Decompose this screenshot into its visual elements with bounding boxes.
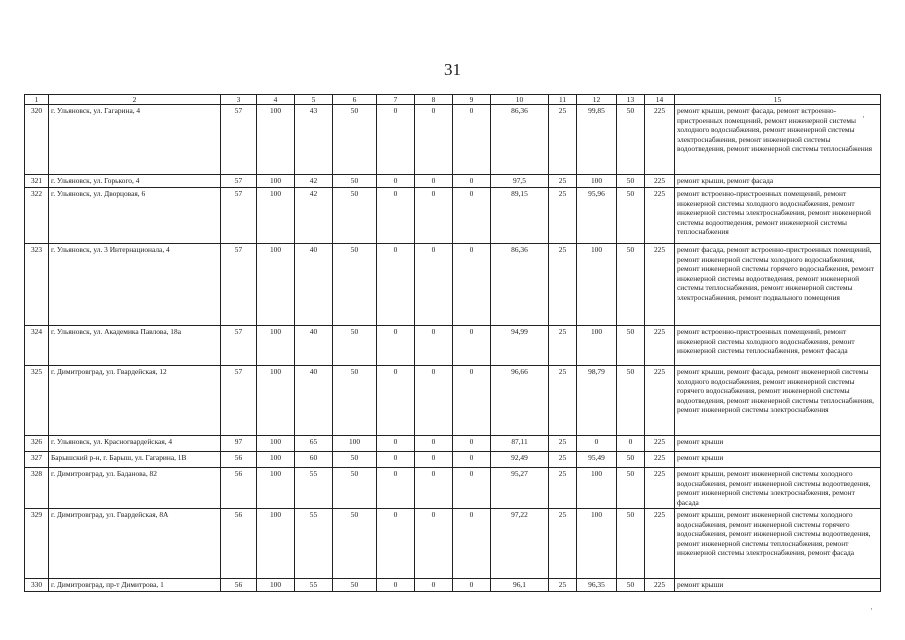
- col-5: 60: [295, 452, 333, 468]
- col-8: 0: [415, 366, 453, 436]
- col-3: 57: [221, 105, 257, 175]
- row-number: 329: [25, 509, 49, 579]
- column-header: 2: [49, 95, 221, 105]
- col-3: 56: [221, 579, 257, 591]
- col-11: 25: [549, 509, 577, 579]
- table-row: [25, 579, 881, 591]
- table-row: [25, 244, 881, 326]
- col-3: 57: [221, 175, 257, 188]
- col-12: 96,35: [577, 579, 617, 591]
- column-header: 15: [675, 95, 881, 105]
- table-row: [25, 436, 881, 452]
- col-6: 50: [333, 326, 377, 366]
- row-number: 321: [25, 175, 49, 188]
- column-header: 13: [617, 95, 645, 105]
- col-6: 50: [333, 188, 377, 244]
- address: г. Димитровград, пр-т Димитрова, 1: [49, 579, 221, 591]
- col-4: 100: [257, 468, 295, 509]
- scan-speck: ·: [870, 604, 873, 614]
- col-4: 100: [257, 244, 295, 326]
- col-7: 0: [377, 105, 415, 175]
- column-header: 10: [491, 95, 549, 105]
- column-header: 7: [377, 95, 415, 105]
- col-3: 57: [221, 244, 257, 326]
- col-8: 0: [415, 468, 453, 509]
- address: г. Димитровград, ул. Гвардейская, 12: [49, 366, 221, 436]
- col-4: 100: [257, 579, 295, 591]
- table-row: [25, 366, 881, 436]
- address: г. Ульяновск, ул. 3 Интернационала, 4: [49, 244, 221, 326]
- works-list: ремонт крыши, ремонт фасада, ремонт инженерной системы холодного водоснабжения, ремонт инженерной системы горячего водоснабжения, ремонт инженерной системы водоотведения, ремонт инженерной системы теплоснабжения, ремонт инженерной системы электроснабжения: [675, 366, 881, 436]
- column-header-row: [25, 95, 881, 105]
- col-14: 225: [645, 105, 675, 175]
- col-7: 0: [377, 579, 415, 591]
- col-7: 0: [377, 452, 415, 468]
- col-5: 42: [295, 175, 333, 188]
- col-8: 0: [415, 579, 453, 591]
- column-header: 8: [415, 95, 453, 105]
- page-number: 31: [444, 60, 461, 79]
- col-6: 50: [333, 579, 377, 591]
- col-8: 0: [415, 326, 453, 366]
- col-6: 50: [333, 175, 377, 188]
- col-8: 0: [415, 188, 453, 244]
- col-14: 225: [645, 188, 675, 244]
- col-4: 100: [257, 509, 295, 579]
- row-number: 327: [25, 452, 49, 468]
- col-14: 225: [645, 509, 675, 579]
- table-row: [25, 188, 881, 244]
- table-row: [25, 452, 881, 468]
- col-13: 0: [617, 436, 645, 452]
- col-11: 25: [549, 188, 577, 244]
- col-13: 50: [617, 452, 645, 468]
- col-11: 25: [549, 175, 577, 188]
- column-header: 1: [25, 95, 49, 105]
- col-5: 40: [295, 326, 333, 366]
- col-8: 0: [415, 175, 453, 188]
- col-9: 0: [453, 175, 491, 188]
- col-5: 55: [295, 579, 333, 591]
- col-10: 95,27: [491, 468, 549, 509]
- col-13: 50: [617, 326, 645, 366]
- col-9: 0: [453, 579, 491, 591]
- col-9: 0: [453, 436, 491, 452]
- address: г. Ульяновск, ул. Дворцовая, 6: [49, 188, 221, 244]
- col-6: 50: [333, 366, 377, 436]
- col-3: 97: [221, 436, 257, 452]
- col-8: 0: [415, 452, 453, 468]
- col-4: 100: [257, 366, 295, 436]
- address: г. Димитровград, ул. Гвардейская, 8А: [49, 509, 221, 579]
- col-4: 100: [257, 436, 295, 452]
- col-9: 0: [453, 509, 491, 579]
- col-3: 57: [221, 188, 257, 244]
- works-list: ремонт крыши, ремонт инженерной системы холодного водоснабжения, ремонт инженерной системы горячего водоснабжения, ремонт инженерной системы водоотведения, ремонт инженерной системы теплоснабжения, ремонт инженерной системы электроснабжения, ремонт фасада: [675, 509, 881, 579]
- column-header: 6: [333, 95, 377, 105]
- col-7: 0: [377, 509, 415, 579]
- works-list: ремонт крыши: [675, 579, 881, 591]
- col-9: 0: [453, 105, 491, 175]
- col-10: 97,22: [491, 509, 549, 579]
- col-8: 0: [415, 244, 453, 326]
- col-7: 0: [377, 244, 415, 326]
- col-12: 99,85: [577, 105, 617, 175]
- col-8: 0: [415, 105, 453, 175]
- col-3: 56: [221, 509, 257, 579]
- column-header: 3: [221, 95, 257, 105]
- col-12: 95,49: [577, 452, 617, 468]
- col-11: 25: [549, 366, 577, 436]
- col-9: 0: [453, 244, 491, 326]
- col-13: 50: [617, 468, 645, 509]
- works-list: ремонт крыши: [675, 436, 881, 452]
- col-4: 100: [257, 326, 295, 366]
- column-header: 5: [295, 95, 333, 105]
- row-number: 323: [25, 244, 49, 326]
- scan-speck: ·: [862, 112, 865, 122]
- col-10: 86,36: [491, 105, 549, 175]
- col-4: 100: [257, 188, 295, 244]
- column-header: 9: [453, 95, 491, 105]
- column-header: 11: [549, 95, 577, 105]
- col-4: 100: [257, 452, 295, 468]
- register-table: [24, 94, 881, 592]
- col-13: 50: [617, 366, 645, 436]
- address: г. Ульяновск, ул. Гагарина, 4: [49, 105, 221, 175]
- col-9: 0: [453, 452, 491, 468]
- col-10: 87,11: [491, 436, 549, 452]
- col-7: 0: [377, 366, 415, 436]
- col-5: 40: [295, 366, 333, 436]
- col-13: 50: [617, 244, 645, 326]
- col-9: 0: [453, 366, 491, 436]
- col-7: 0: [377, 436, 415, 452]
- col-11: 25: [549, 436, 577, 452]
- col-3: 56: [221, 452, 257, 468]
- col-5: 65: [295, 436, 333, 452]
- col-14: 225: [645, 175, 675, 188]
- col-10: 96,1: [491, 579, 549, 591]
- table-row: [25, 509, 881, 579]
- col-10: 92,49: [491, 452, 549, 468]
- col-6: 100: [333, 436, 377, 452]
- col-13: 50: [617, 175, 645, 188]
- col-6: 50: [333, 244, 377, 326]
- column-header: 4: [257, 95, 295, 105]
- col-7: 0: [377, 326, 415, 366]
- col-13: 50: [617, 509, 645, 579]
- address: г. Димитровград, ул. Баданова, 82: [49, 468, 221, 509]
- col-6: 50: [333, 452, 377, 468]
- col-10: 89,15: [491, 188, 549, 244]
- col-11: 25: [549, 105, 577, 175]
- works-list: ремонт крыши: [675, 452, 881, 468]
- col-6: 50: [333, 509, 377, 579]
- works-list: ремонт крыши, ремонт фасада, ремонт встроенно-пристроенных помещений, ремонт инженерной системы холодного водоснабжения, ремонт инженерной системы электроснабжения, ремонт инженерной системы водоотведения, ремонт инженерной системы теплоснабжения: [675, 105, 881, 175]
- col-9: 0: [453, 468, 491, 509]
- col-12: 100: [577, 468, 617, 509]
- col-12: 100: [577, 175, 617, 188]
- col-14: 225: [645, 452, 675, 468]
- column-header: 12: [577, 95, 617, 105]
- col-6: 50: [333, 105, 377, 175]
- row-number: 320: [25, 105, 49, 175]
- works-list: ремонт фасада, ремонт встроенно-пристроенных помещений, ремонт инженерной системы холодного водоснабжения, ремонт инженерной системы горячего водоснабжения, ремонт инженерной системы водоотведения, ремонт инженерной системы теплоснабжения, ремонт инженерной системы электроснабжения, ремонт подвального помещения: [675, 244, 881, 326]
- col-7: 0: [377, 175, 415, 188]
- works-list: ремонт крыши, ремонт инженерной системы холодного водоснабжения, ремонт инженерной системы водоотведения, ремонт инженерной системы электроснабжения, ремонт фасада: [675, 468, 881, 509]
- col-5: 40: [295, 244, 333, 326]
- col-7: 0: [377, 188, 415, 244]
- col-5: 55: [295, 509, 333, 579]
- col-11: 25: [549, 452, 577, 468]
- works-list: ремонт встроенно-пристроенных помещений, ремонт инженерной системы холодного водоснабжения, ремонт инженерной системы электроснабжения, ремонт инженерной системы водоотведения, ремонт инженерной системы теплоснабжения: [675, 188, 881, 244]
- row-number: 330: [25, 579, 49, 591]
- col-12: 95,96: [577, 188, 617, 244]
- address: г. Ульяновск, ул. Академика Павлова, 18а: [49, 326, 221, 366]
- col-12: 98,79: [577, 366, 617, 436]
- col-12: 0: [577, 436, 617, 452]
- col-8: 0: [415, 436, 453, 452]
- col-9: 0: [453, 188, 491, 244]
- col-14: 225: [645, 366, 675, 436]
- row-number: 325: [25, 366, 49, 436]
- row-number: 324: [25, 326, 49, 366]
- row-number: 326: [25, 436, 49, 452]
- col-5: 43: [295, 105, 333, 175]
- col-11: 25: [549, 326, 577, 366]
- col-3: 56: [221, 468, 257, 509]
- col-11: 25: [549, 579, 577, 591]
- works-list: ремонт крыши, ремонт фасада: [675, 175, 881, 188]
- col-9: 0: [453, 326, 491, 366]
- address: г. Ульяновск, ул. Красногвардейская, 4: [49, 436, 221, 452]
- col-12: 100: [577, 326, 617, 366]
- row-number: 328: [25, 468, 49, 509]
- row-number: 322: [25, 188, 49, 244]
- col-10: 86,36: [491, 244, 549, 326]
- col-4: 100: [257, 175, 295, 188]
- address: Барышский р-н, г. Барыш, ул. Гагарина, 1В: [49, 452, 221, 468]
- table-row: [25, 105, 881, 175]
- col-14: 225: [645, 326, 675, 366]
- col-7: 0: [377, 468, 415, 509]
- table-row: [25, 175, 881, 188]
- col-3: 57: [221, 326, 257, 366]
- col-14: 225: [645, 436, 675, 452]
- col-11: 25: [549, 244, 577, 326]
- table-row: [25, 468, 881, 509]
- address: г. Ульяновск, ул. Горького, 4: [49, 175, 221, 188]
- col-11: 25: [549, 468, 577, 509]
- col-10: 94,99: [491, 326, 549, 366]
- col-10: 96,66: [491, 366, 549, 436]
- col-4: 100: [257, 105, 295, 175]
- col-8: 0: [415, 509, 453, 579]
- col-5: 55: [295, 468, 333, 509]
- col-5: 42: [295, 188, 333, 244]
- col-14: 225: [645, 579, 675, 591]
- col-14: 225: [645, 244, 675, 326]
- col-13: 50: [617, 105, 645, 175]
- works-list: ремонт встроенно-пристроенных помещений, ремонт инженерной системы холодного водоснабжения, ремонт инженерной системы теплоснабжения, ремонт фасада: [675, 326, 881, 366]
- col-13: 50: [617, 579, 645, 591]
- col-12: 100: [577, 509, 617, 579]
- col-12: 100: [577, 244, 617, 326]
- table-row: [25, 326, 881, 366]
- col-3: 57: [221, 366, 257, 436]
- col-14: 225: [645, 468, 675, 509]
- col-13: 50: [617, 188, 645, 244]
- col-6: 50: [333, 468, 377, 509]
- column-header: 14: [645, 95, 675, 105]
- col-10: 97,5: [491, 175, 549, 188]
